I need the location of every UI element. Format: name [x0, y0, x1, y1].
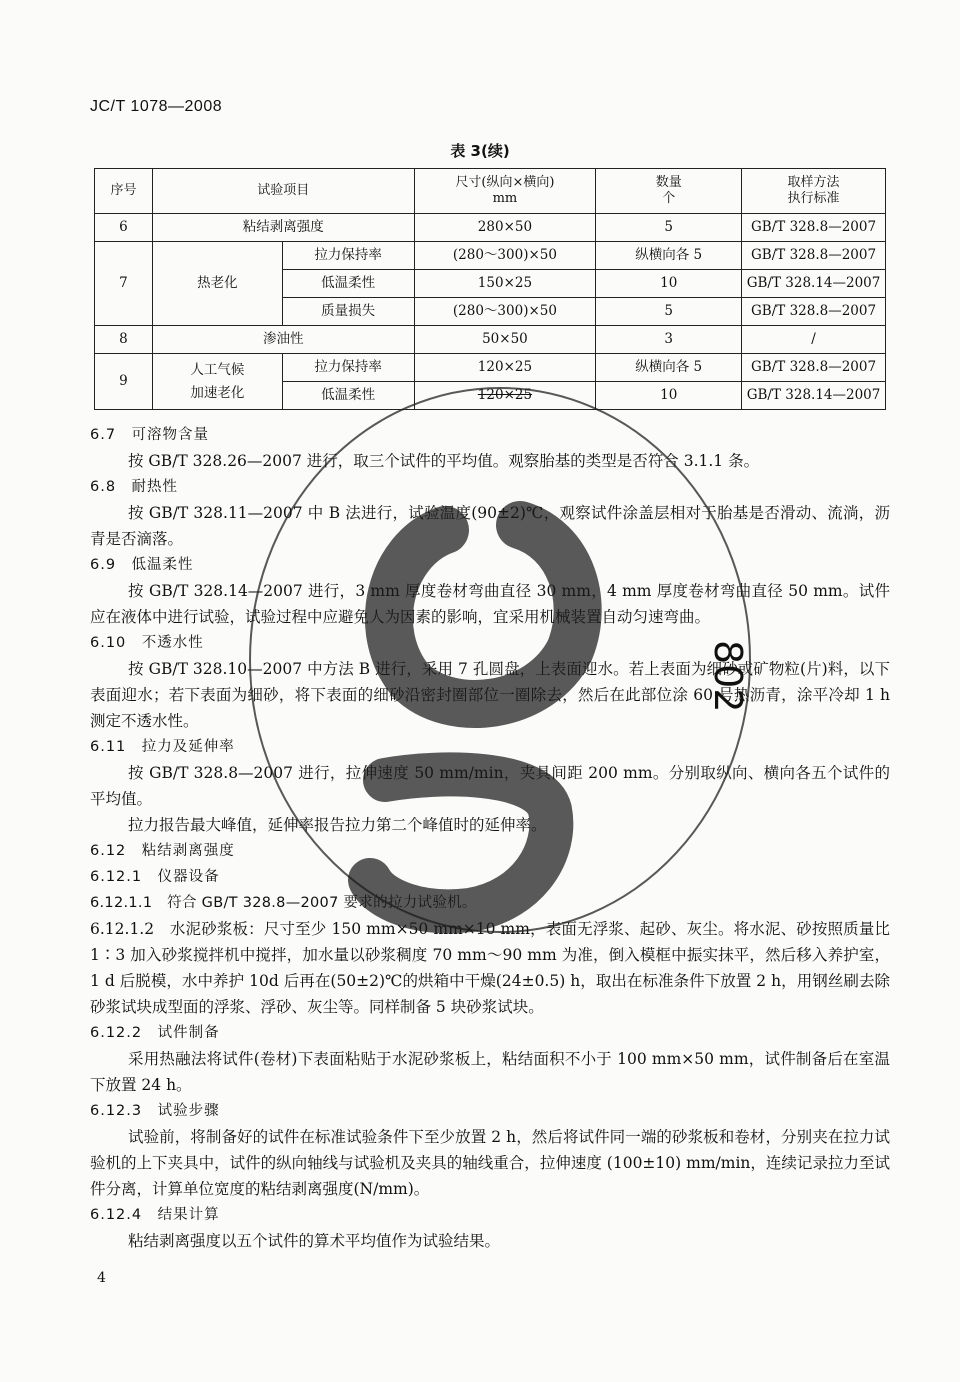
cell-method: GB/T 328.8—2007: [742, 354, 886, 382]
cell-size: 150×25: [414, 270, 596, 298]
cell-method: /: [742, 326, 886, 354]
clause-text: 6.12.1.1 符合 GB/T 328.8—2007 要求的拉力试验机。: [90, 895, 477, 911]
table-header-row: [95, 169, 886, 214]
table-caption: 表 3(续): [450, 142, 510, 160]
paragraph: 试验前，将制备好的试件在标准试验条件下至少放置 2 h，然后将试件同一端的砂浆板和卷材，分别夹在拉力试验机的上下夹具中，试件的纵向轴线与试验机及夹具的轴线重合，拉伸速度 (100±10) mm/min，连续记录拉力至试件分离，计算单位宽度的粘结剥离强度(N/mm)。: [90, 1128, 890, 1198]
section-heading: 6.12.4 结果计算: [90, 1207, 220, 1223]
paragraph: 按 GB/T 328.10—2007 中方法 B 进行，采用 7 孔圆盘，上表面迎水。若上表面为细砂或矿物粒(片)料，以下表面迎水；若下表面为细砂，将下表面的细砂沿密封圈部位一圈除去，然后在此部位涂 60 号热沥青，涂平冷却 1 h 测定不透水性。: [90, 660, 890, 730]
cell-method: GB/T 328.14—2007: [742, 270, 886, 298]
table-row: [95, 242, 886, 270]
cell-size: 280×50: [414, 214, 596, 242]
paragraph: 按 GB/T 328.26—2007 进行，取三个试件的平均值。观察胎基的类型是否符合 3.1.1 条。: [128, 452, 760, 470]
cell-group: 热老化: [152, 242, 282, 326]
header-size: [414, 169, 596, 214]
section-heading: 6.12.2 试件制备: [90, 1025, 220, 1041]
cell-count: 3: [596, 326, 742, 354]
section-heading: 6.12.1 仪器设备: [90, 869, 220, 885]
header-method: [742, 169, 886, 214]
cell-sub-item: 低温柔性: [282, 270, 414, 298]
cell-size: 50×50: [414, 326, 596, 354]
section-heading: 6.10 不透水性: [90, 635, 204, 651]
stamp-digits: 802: [706, 640, 750, 713]
paragraph: 按 GB/T 328.11—2007 中 B 法进行，试验温度(90±2)℃，观察试件涂盖层相对于胎基是否滑动、流淌，沥青是否滴落。: [90, 504, 890, 548]
cell-group: [152, 354, 282, 410]
paragraph: 按 GB/T 328.14—2007 进行，3 mm 厚度卷材弯曲直径 30 mm，4 mm 厚度卷材弯曲直径 50 mm。试件应在液体中进行试验，试验过程中应避免人为因素的影响，宜采用机械装置自动匀速弯曲。: [90, 582, 890, 626]
table-row: [95, 326, 886, 354]
header-count-line2: 个: [662, 191, 676, 206]
paragraph: 粘结剥离强度以五个试件的算术平均值作为试验结果。: [128, 1232, 501, 1250]
cell-method: GB/T 328.8—2007: [742, 242, 886, 270]
section-heading: 6.12.3 试验步骤: [90, 1103, 220, 1119]
header-size-line1: 尺寸(纵向×横向): [455, 174, 555, 190]
header-size-line2: mm: [492, 191, 518, 206]
table-row: [95, 214, 886, 242]
cell-no: 7: [95, 242, 153, 326]
header-method-line1: 取样方法: [787, 174, 840, 190]
paragraph: 采用热融法将试件(卷材)下表面粘贴于水泥砂浆板上，粘结面积不小于 100 mm×50 mm，试件制备后在室温下放置 24 h。: [90, 1050, 890, 1094]
cell-size: 120×25: [414, 354, 596, 382]
header-no: 序号: [95, 169, 153, 214]
clause-text: 6.12.1.2 水泥砂浆板：尺寸至少 150 mm×50 mm×10 mm，表面无浮浆、起砂、灰尘。将水泥、砂按照质量比 1∶3 加入砂浆搅拌机中搅拌，加水量以砂浆稠度 70 mm～90 mm 为准，倒入模框中振实抹平，然后移入养护室，1 d 后脱模，水中养护 10d 后再在(50±2)℃的烘箱中干燥(24±0.5) h，取出在标准条件下放置 2 h，用钢丝刷去除砂浆试块成型面的浮浆、浮砂、灰尘等。同样制备 5 块砂浆试块。: [90, 920, 890, 1016]
cell-group-line2: 加速老化: [190, 384, 245, 401]
section-heading: 6.7 可溶物含量: [90, 427, 210, 443]
cell-method: GB/T 328.14—2007: [742, 382, 886, 410]
cell-size: (280～300)×50: [414, 298, 596, 326]
cell-sub-item: 拉力保持率: [282, 242, 414, 270]
header-item: 试验项目: [152, 169, 414, 214]
cell-sub-item: 拉力保持率: [282, 354, 414, 382]
section-heading: 6.9 低温柔性: [90, 557, 194, 573]
cell-count: 10: [596, 382, 742, 410]
cell-size: 120×25: [414, 382, 596, 410]
cell-count: 纵横向各 5: [596, 242, 742, 270]
table-row: [95, 354, 886, 382]
cell-size: (280～300)×50: [414, 242, 596, 270]
cell-group-line1: 人工气候: [190, 361, 245, 378]
section-heading: 6.8 耐热性: [90, 479, 179, 495]
cell-count: 纵横向各 5: [596, 354, 742, 382]
page-number: 4: [97, 1270, 106, 1286]
cell-count: 5: [596, 214, 742, 242]
header-method-line2: 执行标准: [787, 191, 840, 206]
standard-code: JC/T 1078—2008: [90, 98, 223, 115]
cell-count: 10: [596, 270, 742, 298]
section-heading: 6.11 拉力及延伸率: [90, 739, 235, 755]
paragraph: 按 GB/T 328.8—2007 进行，拉伸速度 50 mm/min，夹具间距 200 mm。分别取纵向、横向各五个试件的平均值。: [90, 764, 890, 808]
cell-method: GB/T 328.8—2007: [742, 298, 886, 326]
cell-no: 6: [95, 214, 153, 242]
body-text: [90, 422, 890, 1254]
section-heading: 6.12 粘结剥离强度: [90, 843, 235, 859]
cell-no: 9: [95, 354, 153, 410]
cell-sub-item: 低温柔性: [282, 382, 414, 410]
header-count-line1: 数量: [655, 174, 682, 190]
cell-sub-item: 质量损失: [282, 298, 414, 326]
cell-count: 5: [596, 298, 742, 326]
sampling-table: [94, 168, 886, 410]
cell-method: GB/T 328.8—2007: [742, 214, 886, 242]
cell-no: 8: [95, 326, 153, 354]
cell-item: 渗油性: [152, 326, 414, 354]
paragraph: 拉力报告最大峰值，延伸率报告拉力第二个峰值时的延伸率。: [128, 816, 547, 834]
header-count: [596, 169, 742, 214]
cell-item: 粘结剥离强度: [152, 214, 414, 242]
